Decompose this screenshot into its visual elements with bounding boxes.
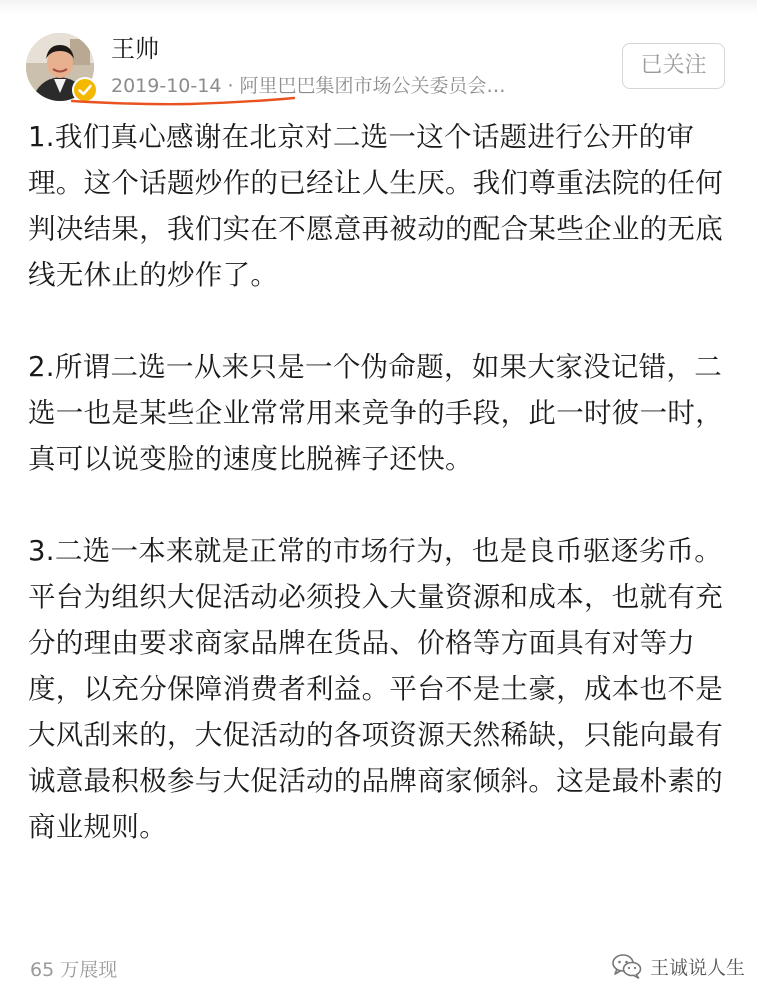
- post-source[interactable]: 阿里巴巴集团市场公关委员会…: [239, 75, 506, 97]
- post-paragraph-2: 2.所谓二选一从来只是一个伪命题，如果大家没记错，二选一也是某些企业常常用来竞争的手段，此一时彼一时，真可以说变脸的速度比脱裤子还快。: [28, 351, 723, 475]
- view-count: 65 万展现: [30, 959, 118, 981]
- author-name[interactable]: 王帅: [111, 35, 159, 63]
- post-paragraph-1: 1.我们真心感谢在北京对二选一这个话题进行公开的审理。这个话题炒作的已经让人生厌。我们尊重法院的任何判决结果，我们实在不愿意再被动的配合某些企业的无底线无休止的炒作了。: [28, 121, 723, 291]
- top-divider: [0, 0, 757, 14]
- watermark-text: 王诚说人生: [650, 956, 746, 979]
- red-annotation-underline: [70, 96, 296, 112]
- wechat-watermark: [612, 951, 745, 981]
- wechat-icon: [612, 953, 642, 979]
- follow-button[interactable]: 已关注: [622, 43, 725, 89]
- post-body: [28, 114, 733, 850]
- author-avatar[interactable]: [26, 33, 94, 101]
- post-date: 2019-10-14: [111, 75, 222, 97]
- post-paragraph-3: 3.二选一本来就是正常的市场行为，也是良币驱逐劣币。平台为组织大促活动必须投入大量资源和成本，也就有充分的理由要求商家品牌在货品、价格等方面具有对等力度，以充分保障消费者利益。平台不是土豪，成本也不是大风刮来的，大促活动的各项资源天然稀缺，只能向最有诚意最积极参与大促活动的品牌商家倾斜。这是最朴素的商业规则。: [28, 535, 723, 843]
- meta-separator: ·: [221, 75, 240, 97]
